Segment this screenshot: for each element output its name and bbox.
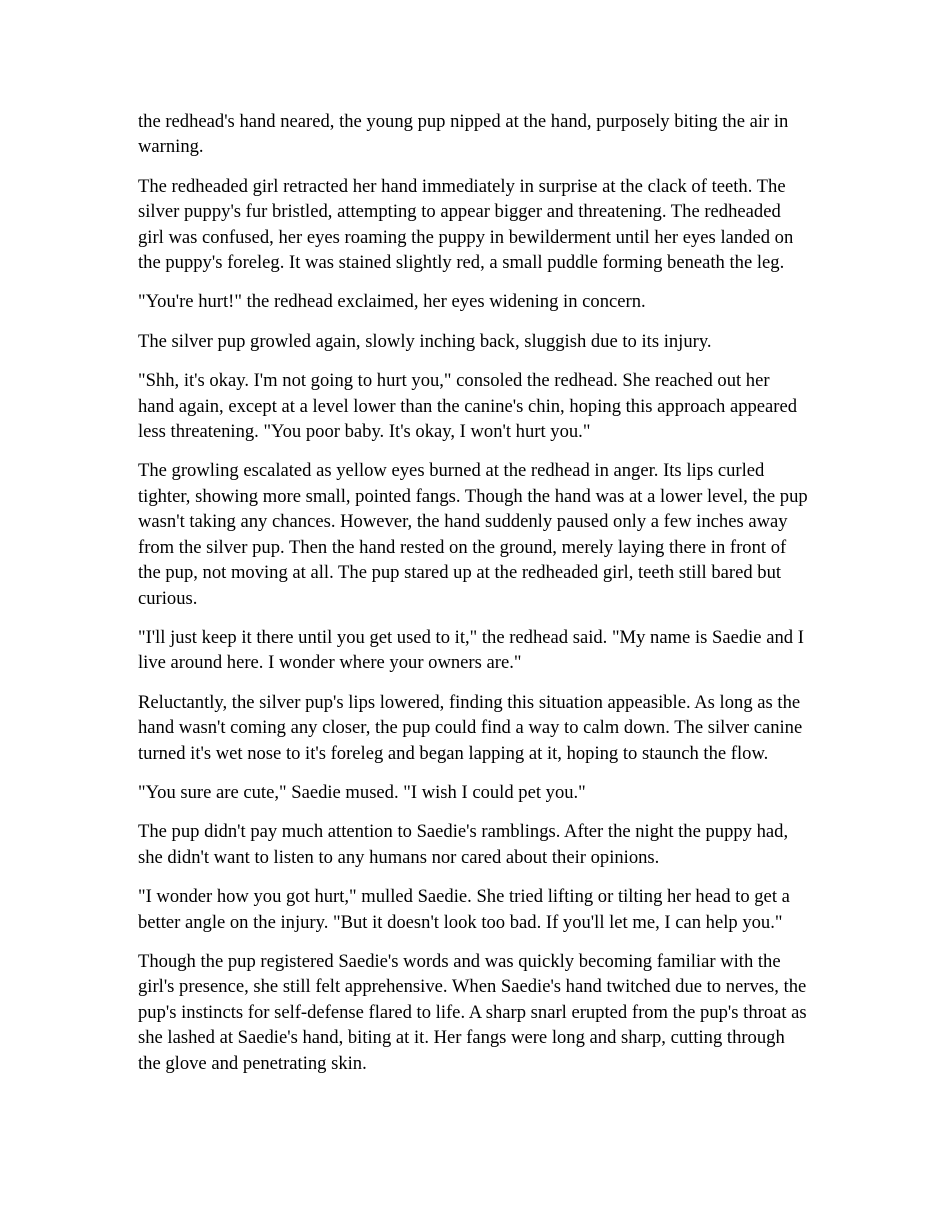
document-body	[138, 109, 808, 1090]
paragraph-1: the redhead's hand neared, the young pup nipped at the hand, purposely biting the air in warning.	[138, 111, 789, 158]
paragraph-8: Reluctantly, the silver pup's lips lowered, finding this situation appeasible. As long as the hand wasn't coming any closer, the pup could find a way to calm down. The silver canine turned it's wet nose to it's foreleg and began lapping at it, hoping to staunch the flow.	[138, 691, 803, 764]
paragraph-4: The silver pup growled again, slowly inching back, sluggish due to its injury.	[138, 330, 712, 352]
paragraph-7: "I'll just keep it there until you get used to it," the redhead said. "My name is Saedie and I live around here. I wonder where your owners are."	[138, 626, 804, 674]
paragraph-12: Though the pup registered Saedie's words and was quickly becoming familiar with the girl's presence, she still felt apprehensive. When Saedie's hand twitched due to nerves, the pup's instincts for self-defense flared to life. A sharp snarl erupted from the pup's throat as she lashed at Saedie's hand, biting at it. Her fangs were long and sharp, cutting through the glove and penetrating skin.	[138, 950, 807, 1074]
paragraph-5: "Shh, it's okay. I'm not going to hurt you," consoled the redhead. She reached out her hand again, except at a level lower than the canine's chin, hoping this approach appeared less threatening. "You poor baby. It's okay, I won't hurt you."	[138, 370, 798, 443]
paragraph-9: "You sure are cute," Saedie mused. "I wish I could pet you."	[138, 781, 586, 803]
paragraph-6: The growling escalated as yellow eyes burned at the redhead in anger. Its lips curled tighter, showing more small, pointed fangs. Though the hand was at a lower level, the pup wasn't taking any chances. However, the hand suddenly paused only a few inches away from the silver pup. Then the hand rested on the ground, merely laying there in front of the pup, not moving at all. The pup stared up at the redheaded girl, teeth still bared but curious.	[138, 460, 808, 609]
paragraph-10: The pup didn't pay much attention to Saedie's ramblings. After the night the puppy had, she didn't want to listen to any humans nor cared about their opinions.	[138, 821, 789, 868]
paragraph-11: "I wonder how you got hurt," mulled Saedie. She tried lifting or tilting her head to get a better angle on the injury. "But it doesn't look too bad. If you'll let me, I can help you."	[138, 886, 790, 933]
paragraph-2: The redheaded girl retracted her hand immediately in surprise at the clack of teeth. The silver puppy's fur bristled, attempting to appear bigger and threatening. The redheaded girl was confused, her eyes roaming the puppy in bewilderment until her eyes landed on the puppy's foreleg. It was stained slightly red, a small puddle forming beneath the leg.	[138, 175, 794, 274]
paragraph-3: "You're hurt!" the redhead exclaimed, her eyes widening in concern.	[138, 291, 646, 313]
